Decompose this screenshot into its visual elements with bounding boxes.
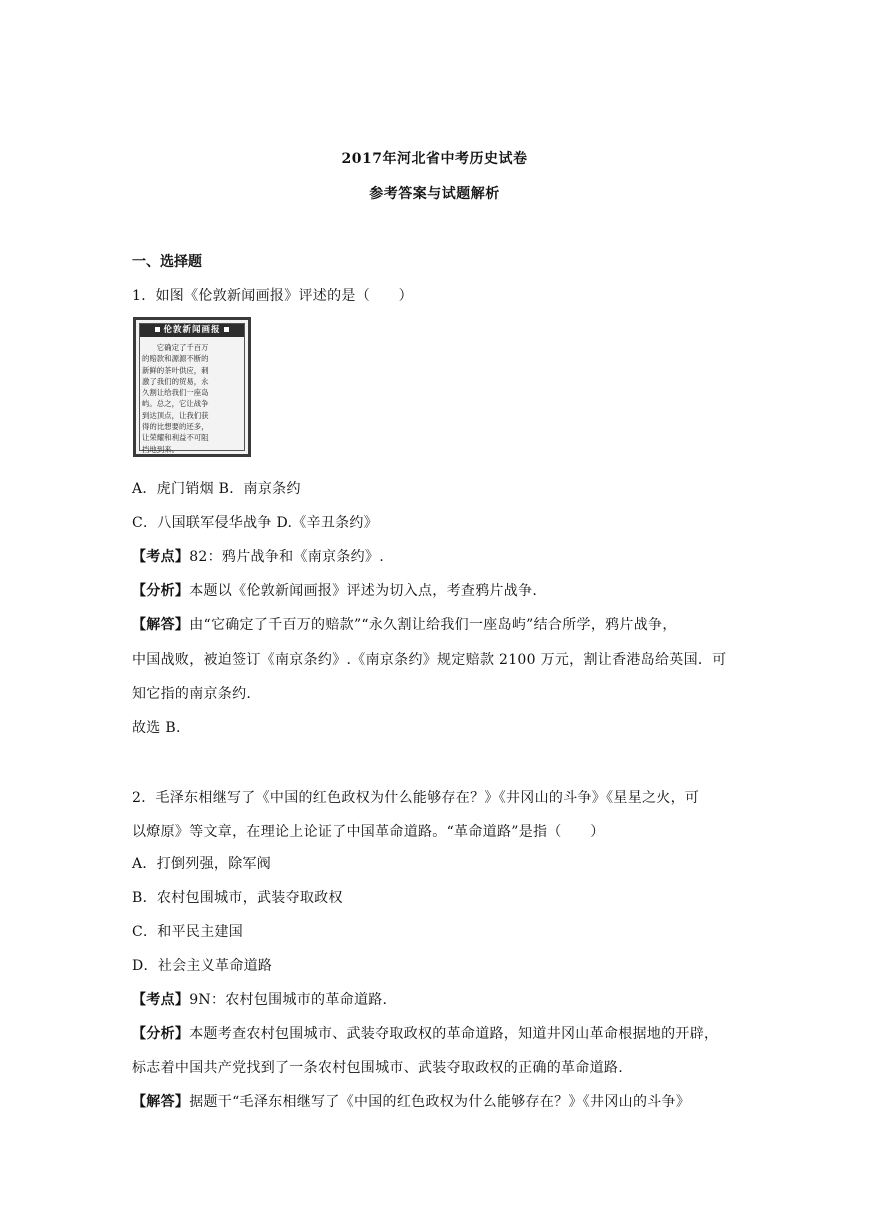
q1-kaodian: [132, 546, 384, 566]
q2-stem-line1: 2．毛泽东相继写了《中国的红色政权为什么能够存在？》《井冈山的斗争》《星星之火，可: [132, 790, 700, 806]
q2-option-d: D．社会主义革命道路: [132, 958, 273, 974]
fenxi-text: 本题考查农村包围城市、武装夺取政权的革命道路，知道井冈山革命根据地的开辟，: [189, 1026, 719, 1042]
q1-jieda-line2: 中国战败，被迫签订《南京条约》.《南京条约》规定赔款 2100 万元，割让香港岛给英国．可: [132, 652, 727, 668]
page-subtitle: 参考答案与试题解析: [369, 186, 500, 202]
figure-header: [140, 324, 244, 337]
fenxi-text: 本题以《伦敦新闻画报》评述为切入点，考查鸦片战争.: [189, 583, 538, 599]
figure-text-line: 新鲜的茶叶供应，刺: [142, 365, 209, 375]
q2-option-b: B．农村包围城市，武装夺取政权: [132, 890, 343, 906]
figure-text-line: 挡地到来。: [142, 444, 179, 454]
figure-text-line: 激了我们的贸易，永: [142, 376, 209, 386]
square-bullet-icon: [155, 327, 160, 332]
q1-jieda-line3: 知它指的南京条约.: [132, 686, 252, 702]
fenxi-tag: 【分析】: [132, 1026, 190, 1042]
kaodian-text: 82：鸦片战争和《南京条约》.: [189, 549, 384, 565]
jieda-text: 据题干“毛泽东相继写了《中国的红色政权为什么能够存在？》《井冈山的斗争》: [189, 1094, 691, 1110]
jieda-tag: 【解答】: [132, 1094, 190, 1110]
q2-option-c: C．和平民主建国: [132, 924, 244, 940]
kaodian-tag: 【考点】: [132, 992, 190, 1008]
q2-stem-line2: 以燎原》等文章，在理论上论证了中国革命道路。“革命道路”是指（ ）: [132, 824, 605, 840]
q1-answer: 故选 B.: [132, 720, 181, 736]
figure-text-line: 的赔款和源源不断的: [142, 354, 209, 364]
q1-jieda: [132, 614, 677, 634]
q2-option-a: A．打倒列强，除军阀: [132, 856, 272, 872]
figure-text-line: 得的比想要的还多，: [142, 422, 209, 432]
q2-fenxi-line2: 标志着中国共产党找到了一条农村包围城市、武装夺取政权的正确的革命道路.: [132, 1060, 623, 1076]
figure-header-text: 伦敦新闻画报: [163, 325, 221, 335]
section-heading: 一、选择题: [132, 254, 202, 270]
jieda-text: 由“它确定了千百万的赔款”“永久割让给我们一座岛屿”结合所学，鸦片战争，: [189, 617, 677, 633]
figure-text-line: 它确定了千百万: [142, 343, 209, 352]
figure-text-line: 久割让给我们一座岛: [142, 388, 209, 398]
figure-text-line: 屿。总之，它让战争: [142, 399, 209, 409]
q2-kaodian: [132, 989, 387, 1009]
q2-jieda: [132, 1091, 690, 1111]
page-title: 2017年河北省中考历史试卷: [341, 151, 528, 167]
q1-fenxi: [132, 580, 537, 600]
figure-body: [142, 342, 243, 455]
square-bullet-icon: [224, 327, 229, 332]
jieda-tag: 【解答】: [132, 617, 190, 633]
q1-options-cd: C．八国联军侵华战争 D.《辛丑条约》: [132, 515, 379, 531]
fenxi-tag: 【分析】: [132, 583, 190, 599]
q1-options-ab: A．虎门销烟 B．南京条约: [132, 481, 301, 497]
q1-stem: 1．如图《伦敦新闻画报》评述的是（ ）: [132, 288, 413, 304]
q2-fenxi: [132, 1023, 718, 1043]
newspaper-figure: [133, 317, 251, 457]
kaodian-text: 9N：农村包围城市的革命道路.: [189, 992, 388, 1008]
figure-text-line: 到达顶点，让我们获: [142, 410, 209, 420]
figure-text-line: 让荣耀和利益不可阻: [142, 433, 209, 443]
kaodian-tag: 【考点】: [132, 549, 190, 565]
